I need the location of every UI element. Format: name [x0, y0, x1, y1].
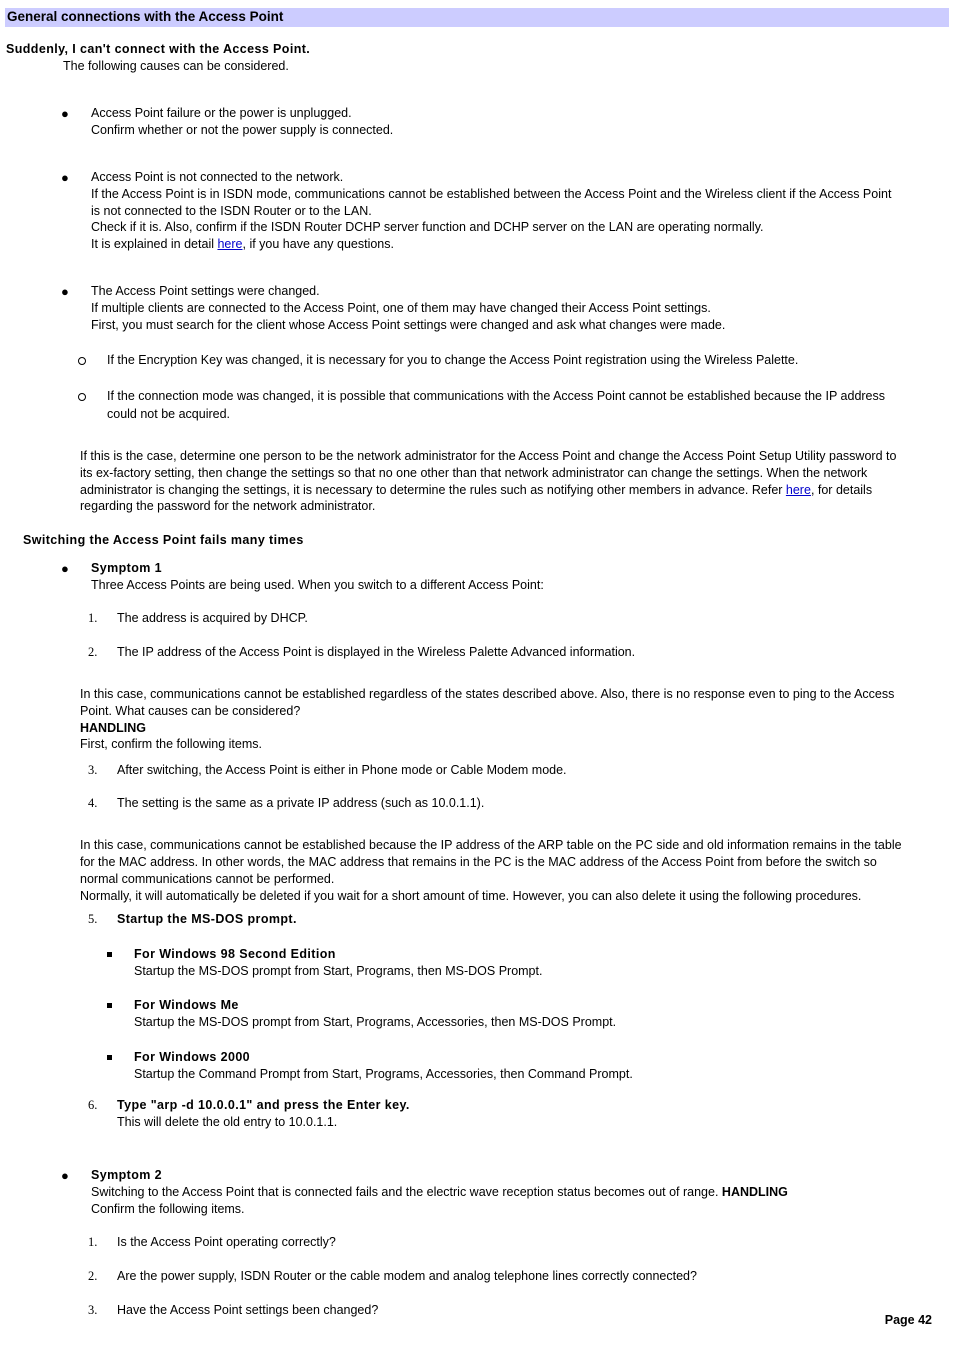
- cause-text-network-3: Check if it is. Also, confirm if the ISDN Router DCHP server function and DCHP server on the LAN are operating normally.: [91, 220, 764, 234]
- page-number: Page 42: [884, 1313, 932, 1327]
- detail-text-pre: It is explained in detail: [91, 237, 218, 251]
- os-title: For Windows 2000: [134, 1050, 251, 1064]
- section-heading-switching: Switching the Access Point fails many times: [23, 533, 304, 547]
- step-text: After switching, the Access Point is either in Phone mode or Cable Modem mode.: [117, 763, 567, 777]
- here-link[interactable]: here: [785, 483, 811, 497]
- subcause-connection-mode-1: If the connection mode was changed, it is possible that communications with the Access Point cannot be established because the IP address: [107, 389, 886, 403]
- step-number: 4.: [88, 796, 98, 810]
- step-number: 1.: [88, 1235, 98, 1249]
- step-text: The address is acquired by DHCP.: [117, 611, 308, 625]
- os-text: Startup the MS-DOS prompt from Start, Programs, Accessories, then MS-DOS Prompt.: [134, 1015, 617, 1029]
- here-link[interactable]: here: [217, 237, 243, 251]
- admin-text-pre: administrator is changing the settings, it is necessary to determine the rules such as notifying other members in advance. Refer: [80, 483, 786, 497]
- step-number: 2.: [88, 1269, 98, 1283]
- symptom2-text-2: Confirm the following items.: [91, 1202, 245, 1216]
- admin-paragraph-3: [80, 482, 872, 499]
- intro-text: The following causes can be considered.: [63, 59, 289, 73]
- page-title: General connections with the Access Point: [7, 9, 284, 24]
- symptom1-text: Three Access Points are being used. When you switch to a different Access Point:: [91, 578, 544, 592]
- cause-title-settings: The Access Point settings were changed.: [91, 284, 320, 298]
- bullet-icon: ●: [61, 1168, 69, 1183]
- circle-bullet-icon: [78, 357, 86, 365]
- bullet-icon: ●: [61, 170, 69, 185]
- step-text: Have the Access Point settings been changed?: [117, 1303, 379, 1317]
- confirm-text: First, confirm the following items.: [80, 737, 262, 751]
- symptom1-paragraph-2: Point. What causes can be considered?: [80, 704, 301, 718]
- symptom1-title: Symptom 1: [91, 561, 162, 575]
- bullet-icon: ●: [61, 106, 69, 121]
- subcause-encryption: If the Encryption Key was changed, it is necessary for you to change the Access Point registration using the Wireless Palette.: [107, 353, 799, 367]
- procedure-msdos: Startup the MS-DOS prompt.: [117, 912, 297, 926]
- symptom1-paragraph-1: In this case, communications cannot be established regardless of the states described above. Also, there is no response even to ping to the Access: [80, 687, 895, 701]
- arp-paragraph-4: Normally, it will automatically be deleted if you wait for a short amount of time. However, you can also delete it using the following procedures.: [80, 889, 862, 903]
- section-heading-cannot-connect: Suddenly, I can't connect with the Access Point.: [6, 42, 311, 56]
- step-number: 6.: [88, 1098, 98, 1112]
- cause-text-power: Confirm whether or not the power supply is connected.: [91, 123, 394, 137]
- os-title: For Windows 98 Second Edition: [134, 947, 336, 961]
- arp-paragraph-3: normal communications cannot be performed.: [80, 872, 335, 886]
- symptom2-text: Switching to the Access Point that is connected fails and the electric wave reception status becomes out of range.: [91, 1185, 722, 1199]
- bullet-icon: ●: [61, 561, 69, 576]
- admin-text-post: , for details: [810, 483, 873, 497]
- square-bullet-icon: [107, 1003, 112, 1008]
- symptom2-text-1: [91, 1184, 788, 1201]
- step-text: The setting is the same as a private IP address (such as 10.0.1.1).: [117, 796, 485, 810]
- step-number: 5.: [88, 912, 98, 926]
- step-number: 3.: [88, 1303, 98, 1317]
- procedure-arp-sub: This will delete the old entry to 10.0.1.1.: [117, 1115, 338, 1129]
- arp-paragraph-2: for the MAC address. In other words, the MAC address that remains in the PC is the MAC address of the Access Point from before the switch so: [80, 855, 877, 869]
- admin-paragraph-2: its ex-factory setting, then change the settings so that no one other than that network administrator can change the settings. When the network: [80, 466, 868, 480]
- square-bullet-icon: [107, 952, 112, 957]
- arp-paragraph-1: In this case, communications cannot be established because the IP address of the ARP table on the PC side and old information remains in the table: [80, 838, 902, 852]
- cause-title-power: Access Point failure or the power is unplugged.: [91, 106, 352, 120]
- bullet-icon: ●: [61, 284, 69, 299]
- step-number: 1.: [88, 611, 98, 625]
- admin-paragraph-1: If this is the case, determine one person to be the network administrator for the Access Point and change the Access Point Setup Utility password to: [80, 449, 897, 463]
- os-text: Startup the MS-DOS prompt from Start, Programs, then MS-DOS Prompt.: [134, 964, 543, 978]
- handling-label: HANDLING: [80, 721, 146, 735]
- step-number: 3.: [88, 763, 98, 777]
- subcause-connection-mode-2: could not be acquired.: [107, 407, 231, 421]
- step-text: Are the power supply, ISDN Router or the cable modem and analog telephone lines correctly connected?: [117, 1269, 697, 1283]
- cause-text-network-4: [91, 236, 394, 253]
- cause-text-settings-1: If multiple clients are connected to the Access Point, one of them may have changed their Access Point settings.: [91, 301, 711, 315]
- os-text: Startup the Command Prompt from Start, Programs, Accessories, then Command Prompt.: [134, 1067, 633, 1081]
- detail-text-post: , if you have any questions.: [242, 237, 394, 251]
- step-text: Is the Access Point operating correctly?: [117, 1235, 336, 1249]
- cause-title-network: Access Point is not connected to the network.: [91, 170, 344, 184]
- symptom2-title: Symptom 2: [91, 1168, 162, 1182]
- cause-text-network-1: If the Access Point is in ISDN mode, communications cannot be established between the Access Point and the Wireless client if the Access Point: [91, 187, 892, 201]
- step-number: 2.: [88, 645, 98, 659]
- step-text: The IP address of the Access Point is displayed in the Wireless Palette Advanced information.: [117, 645, 636, 659]
- cause-text-settings-2: First, you must search for the client whose Access Point settings were changed and ask what changes were made.: [91, 318, 726, 332]
- cause-text-network-2: is not connected to the ISDN Router or to the LAN.: [91, 204, 372, 218]
- circle-bullet-icon: [78, 393, 86, 401]
- handling-label: HANDLING: [721, 1185, 788, 1199]
- procedure-arp: Type "arp -d 10.0.0.1" and press the Enter key.: [117, 1098, 410, 1112]
- square-bullet-icon: [107, 1055, 112, 1060]
- os-title: For Windows Me: [134, 998, 239, 1012]
- admin-paragraph-4: regarding the password for the network administrator.: [80, 499, 376, 513]
